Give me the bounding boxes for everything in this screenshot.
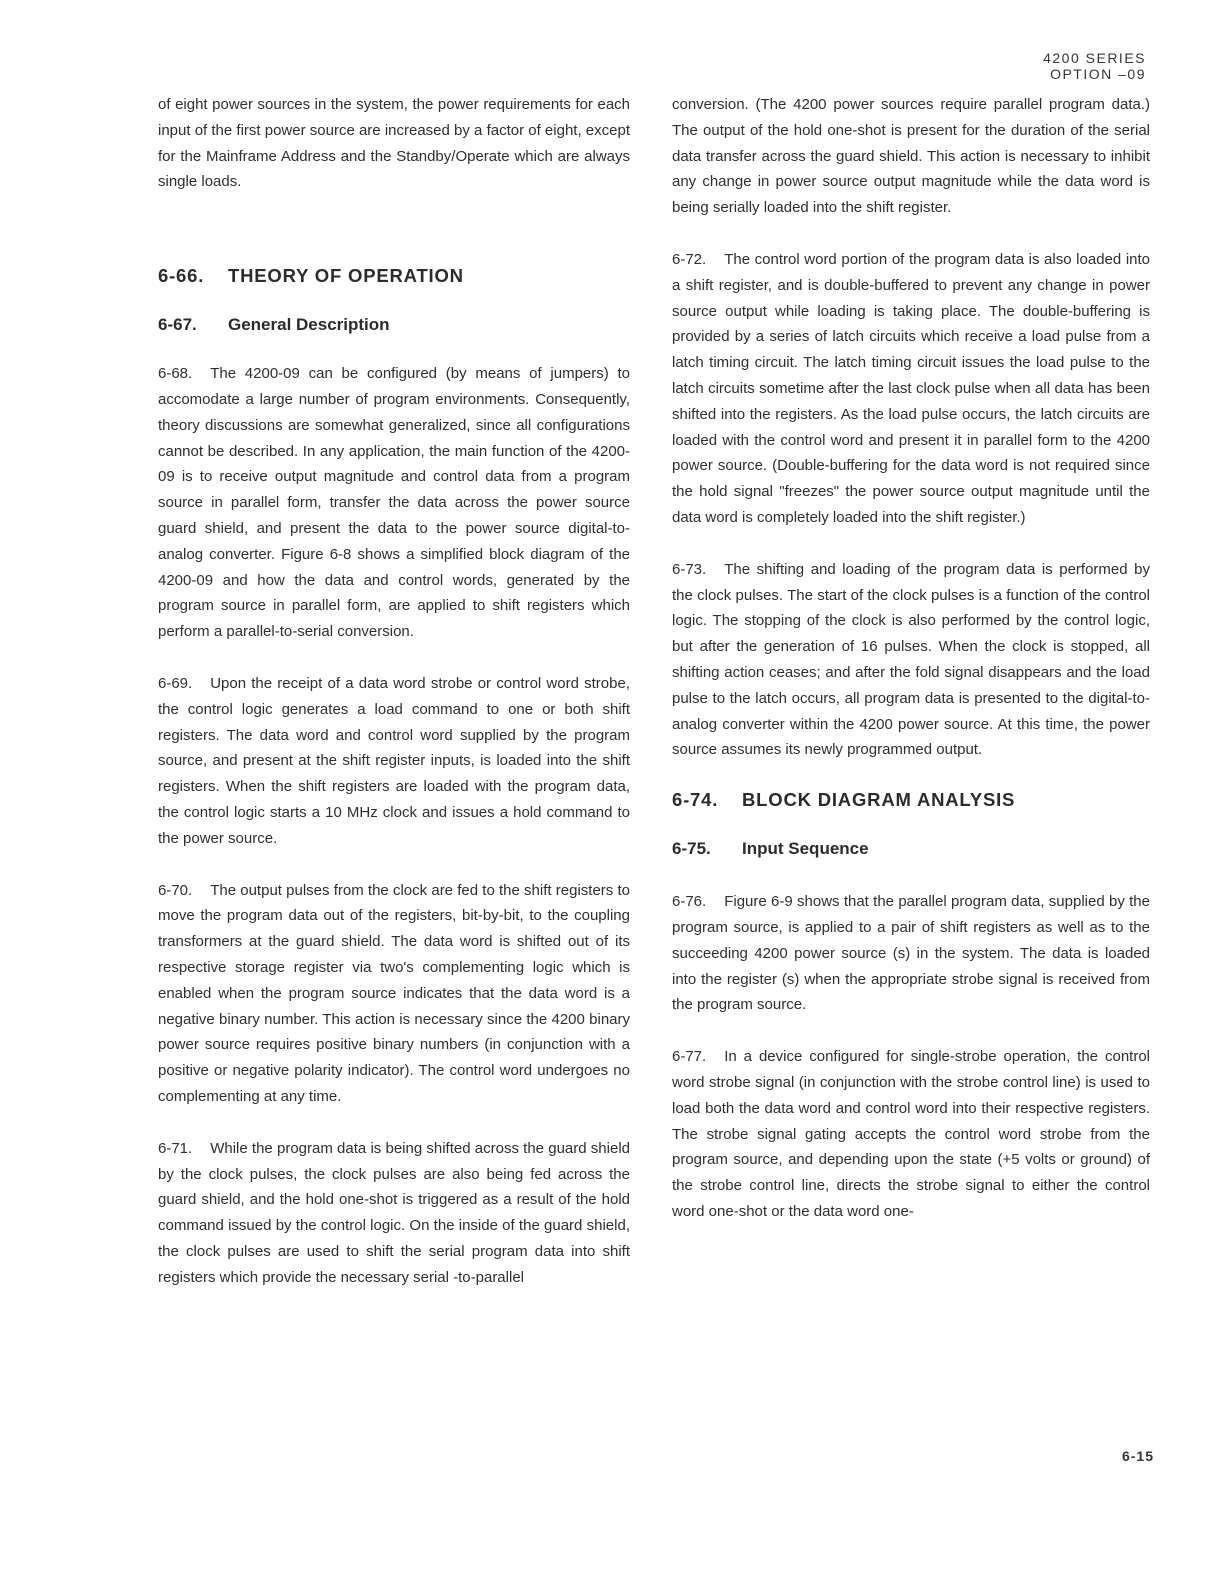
paragraph-text: The control word portion of the program data is also loaded into a shift register, and is double-buffered to prevent any change in power source output while loading is taking place. The double-buffering is provided by a series of latch circuits which receive a load pulse from a latch timing circuit. The latch timing circuit issues the load pulse to the latch circuits sometime after the last clock pulse when all data has been shifted into the registers. As the load pulse occurs, the latch circuits are loaded with the control word and present it in parallel form to the 4200 power source. (Double-buffering for the data word is not required since the hold signal "freezes" the power source output magnitude until the data word is completely loaded into the shift register.) <box>672 250 1150 526</box>
paragraph-6-73 <box>672 557 1150 763</box>
option-label: OPTION –09 <box>1050 66 1146 82</box>
paragraph-6-77 <box>672 1044 1150 1225</box>
paragraph-6-76 <box>672 889 1150 1018</box>
paragraph-number: 6-77. <box>672 1048 707 1066</box>
left-column <box>158 92 630 1316</box>
paragraph-text: The shifting and loading of the program data is performed by the clock pulses. The start of the clock pulses is a function of the control logic. The stopping of the clock is also performed by the control logic, but after the generation of 16 pulses. When the clock is stopped, all shifting action ceases; and after the fold signal disappears and the load pulse to the latch occurs, all program data is presented to the digital-to-analog converter within the 4200 power source. At this time, the power source assumes its newly programmed output. <box>672 560 1150 759</box>
section-number: 6-74. <box>672 789 719 811</box>
section-title: BLOCK DIAGRAM ANALYSIS <box>742 789 1016 811</box>
paragraph-number: 6-70. <box>158 881 193 899</box>
intro-paragraph: of eight power sources in the system, the power requirements for each input of the first power source are increased by a factor of eight, except for the Mainframe Address and the Standby/Operate which are always single loads. <box>158 96 630 191</box>
paragraph-number: 6-72. <box>672 250 707 268</box>
paragraph-text: While the program data is being shifted across the guard shield by the clock pulses, the clock pulses are also being fed across the guard shield, and the hold one-shot is triggered as a result of the hold command issued by the control logic. On the inside of the guard shield, the clock pulses are used to shift the serial program data into shift registers which provide the necessary serial -to-parallel <box>158 1139 630 1286</box>
subsection-title: General Description <box>228 315 390 335</box>
section-title: THEORY OF OPERATION <box>228 265 464 287</box>
section-heading-6-74 <box>672 789 1150 811</box>
page-header <box>1043 50 1146 82</box>
paragraph-text: Figure 6-9 shows that the parallel program data, supplied by the program source, is applied to a pair of shift registers as well as to the succeeding 4200 power source (s) in the system. The data is loaded into the register (s) when the appropriate strobe signal is received from the program source. <box>672 893 1150 1014</box>
paragraph-number: 6-71. <box>158 1139 193 1157</box>
paragraph-text: The output pulses from the clock are fed to the shift registers to move the program data out of the registers, bit-by-bit, to the coupling transformers at the guard shield. The data word is shifted out of its respective storage register via two's complementing logic which is enabled when the program source indicates that the data word is a negative binary number. This action is necessary since the 4200 binary power source requires positive binary numbers (in conjunction with a positive or negative polarity indicator). The control word undergoes no complementing at any time. <box>158 881 630 1105</box>
paragraph-6-69 <box>158 671 630 852</box>
paragraph-6-72 <box>672 247 1150 531</box>
continued-paragraph: conversion. (The 4200 power sources require parallel program data.) The output of the hold one-shot is present for the duration of the serial data transfer across the guard shield. This action is necessary to inhibit any change in power source output magnitude while the data word is being serially loaded into the shift register. <box>672 96 1150 217</box>
paragraph-number: 6-68. <box>158 365 193 383</box>
section-number: 6-66. <box>158 265 205 287</box>
paragraph-6-71 <box>158 1136 630 1291</box>
subsection-heading-6-75 <box>672 839 1150 859</box>
series-label: 4200 SERIES <box>1043 50 1146 66</box>
paragraph-number: 6-69. <box>158 674 193 692</box>
paragraph-text: In a device configured for single-strobe operation, the control word strobe signal (in conjunction with the strobe control line) is used to load both the data word and control word into their respective registers. The strobe signal gating accepts the control word strobe from the program source, and depending upon the state (+5 volts or ground) of the strobe control line, directs the strobe signal to either the control word one-shot or the data word one- <box>672 1048 1150 1220</box>
paragraph-6-70 <box>158 878 630 1110</box>
page-number: 6-15 <box>1121 1448 1154 1464</box>
paragraph-text: Upon the receipt of a data word strobe or control word strobe, the control logic generates a load command to one or both shift registers. The data word and control word supplied by the program source, and present at the shift register inputs, is loaded into the shift registers. When the shift registers are loaded with the program data, the control logic starts a 10 MHz clock and issues a hold command to the power source. <box>158 674 630 847</box>
subsection-title: Input Sequence <box>742 839 869 859</box>
right-column <box>672 92 1150 1251</box>
subsection-heading-6-67 <box>158 315 630 335</box>
subsection-number: 6-75. <box>672 839 711 859</box>
paragraph-number: 6-76. <box>672 893 707 911</box>
section-heading-6-66 <box>158 265 630 287</box>
paragraph-number: 6-73. <box>672 560 707 578</box>
subsection-number: 6-67. <box>158 315 197 335</box>
paragraph-text: The 4200-09 can be configured (by means of jumpers) to accomodate a large number of program environments. Consequently, theory discussions are somewhat generalized, since all configurations cannot be described. In any application, the main function of the 4200-09 is to receive output magnitude and control data from a program source in parallel form, transfer the data across the power source guard shield, and present the data to the power source digital-to-analog converter. Figure 6-8 shows a simplified block diagram of the 4200-09 and how the data and control words, generated by the program source in parallel form, are applied to shift registers which perform a parallel-to-serial conversion. <box>158 365 630 641</box>
paragraph-6-68 <box>158 361 630 645</box>
